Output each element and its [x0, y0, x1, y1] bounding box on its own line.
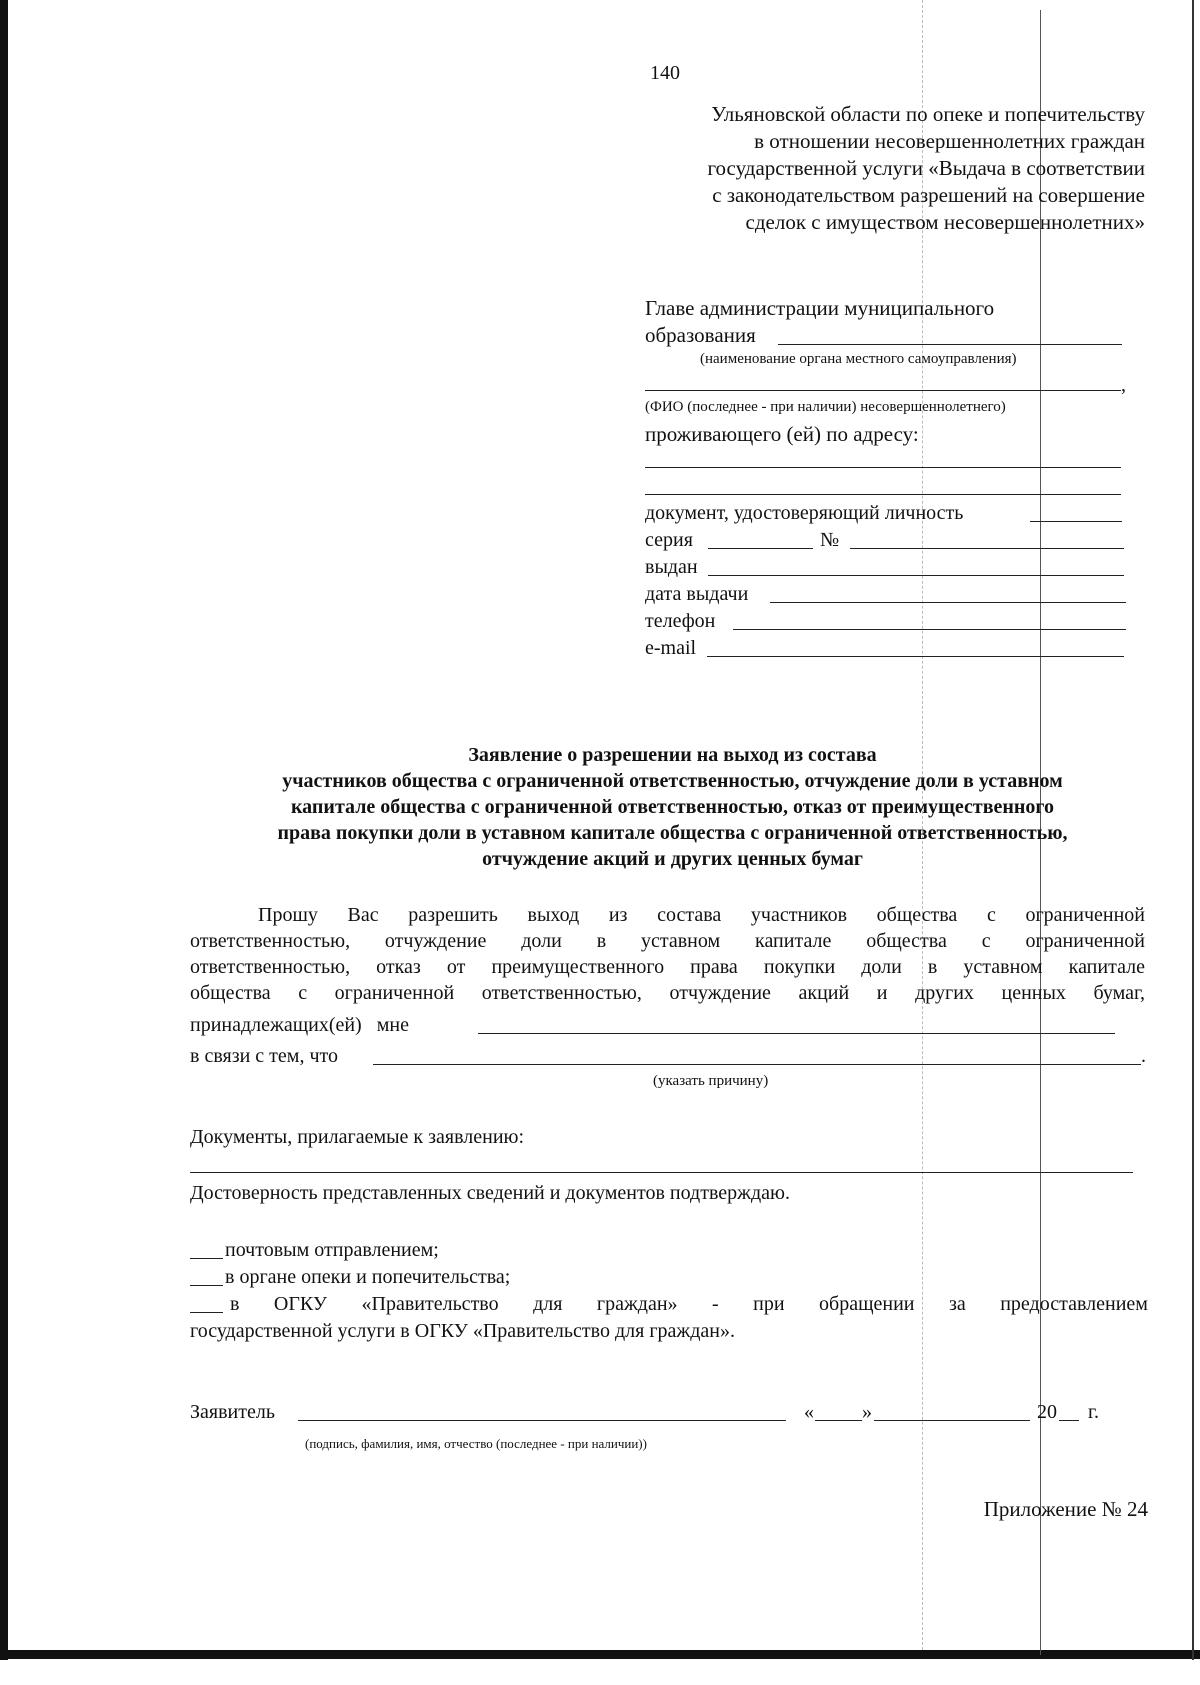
quote-close: » [862, 1401, 872, 1423]
phone-label: телефон [645, 610, 716, 632]
org-name-note: (наименование органа местного самоуправления) [700, 351, 1017, 367]
title-line: права покупки доли в уставном капитале общества с ограниченной ответственностью, [277, 822, 1068, 844]
issue-date-field[interactable] [770, 602, 1126, 603]
body-line: Прошу Вас разрешить выход из состава участников общества с ограниченной [258, 904, 1145, 926]
header-line: Ульяновской области по опеке и попечительству [711, 102, 1145, 126]
year-suffix: г. [1088, 1401, 1099, 1423]
option-ogku-word: в [230, 1293, 240, 1315]
email-field[interactable] [707, 656, 1124, 657]
body-line: ответственностью, отчуждение доли в уставном капитале общества с ограниченной [190, 930, 1145, 952]
request-paragraph [190, 902, 1145, 1006]
quote-open: « [804, 1401, 814, 1423]
confirm-text: Достоверность представленных сведений и документов подтверждаю. [190, 1182, 790, 1204]
org-name-field[interactable] [778, 344, 1122, 345]
number-label: № [820, 529, 840, 551]
option-ogku-checkbox[interactable] [190, 1312, 223, 1313]
option-ogku-word: для [533, 1293, 563, 1315]
header-line: государственной услуги «Выдача в соответствии [707, 156, 1145, 180]
docs-attached-field[interactable] [190, 1172, 1133, 1173]
series-field[interactable] [708, 548, 813, 549]
option-ogku-word: обращении [819, 1293, 915, 1315]
option-ogku-word: граждан» [596, 1293, 678, 1315]
number-field[interactable] [850, 548, 1124, 549]
body-line: общества с ограниченной ответственностью, отчуждение акций и других ценных бумаг, [190, 982, 1145, 1004]
option-ogku-word: - [712, 1293, 719, 1315]
applicant-label: Заявитель [190, 1401, 275, 1423]
reason-field[interactable] [373, 1064, 1141, 1065]
appendix-label: Приложение № 24 [983, 1497, 1148, 1521]
title-line: отчуждение акций и других ценных бумаг [482, 848, 863, 870]
address-field-1[interactable] [645, 467, 1121, 468]
issue-date-label: дата выдачи [645, 583, 749, 605]
signature-note: (подпись, фамилия, имя, отчество (последнее - при наличии)) [305, 1436, 647, 1451]
header-line: сделок с имуществом несовершеннолетних» [745, 210, 1145, 234]
header-line: с законодательством разрешений на совершение [712, 183, 1145, 207]
fio-comma: , [1121, 374, 1126, 396]
reason-label: в связи с тем, что [190, 1045, 338, 1067]
day-field[interactable] [815, 1420, 862, 1421]
fio-field[interactable] [645, 390, 1121, 391]
option-guardianship-label: в органе опеки и попечительства; [225, 1266, 511, 1288]
option-ogku-label [230, 1291, 1148, 1317]
applicant-signature-field[interactable] [298, 1420, 786, 1421]
scan-border-left [0, 0, 8, 1660]
option-ogku-word: ОГКУ [273, 1293, 328, 1315]
option-mail-label: почтовым отправлением; [225, 1239, 439, 1261]
issued-label: выдан [645, 556, 698, 578]
id-doc-label: документ, удостоверяющий личность [645, 502, 964, 524]
belonging-field[interactable] [478, 1033, 1115, 1034]
year-prefix: 20 [1037, 1401, 1057, 1423]
reason-note: (указать причину) [653, 1073, 769, 1089]
title-line: капитале общества с ограниченной ответственностью, отказ от преимущественного [290, 796, 1055, 818]
addressee-line2: образования [645, 323, 756, 347]
email-label: e-mail [645, 637, 697, 659]
docs-attached-label: Документы, прилагаемые к заявлению: [190, 1126, 525, 1148]
phone-field[interactable] [733, 629, 1126, 630]
option-ogku-word: при [753, 1293, 785, 1315]
address-field-2[interactable] [645, 494, 1121, 495]
header-block [600, 101, 1145, 236]
scan-border-bottom [0, 1650, 1200, 1659]
id-doc-field[interactable] [1030, 521, 1122, 522]
title-line: Заявление о разрешении на выход из состава [468, 744, 877, 766]
body-line: ответственностью, отказ от преимущественного права покупки доли в уставном капитале [190, 956, 1145, 978]
option-ogku-word: за [948, 1293, 966, 1315]
option-ogku-line2: государственной услуги в ОГКУ «Правительство для граждан». [190, 1320, 735, 1342]
option-ogku-word: предоставлением [1000, 1293, 1148, 1315]
series-label: серия [645, 529, 693, 551]
scan-border-right [1192, 0, 1194, 1660]
title-line: участников общества с ограниченной ответственностью, отчуждение доли в уставном [282, 770, 1063, 792]
option-mail-checkbox[interactable] [190, 1258, 223, 1259]
application-title [190, 742, 1155, 872]
header-line: в отношении несовершеннолетних граждан [754, 129, 1145, 153]
option-guardianship-checkbox[interactable] [190, 1285, 223, 1286]
option-ogku-word: «Правительство [361, 1293, 499, 1315]
addressee-line1: Главе администрации муниципального [645, 296, 995, 320]
residing-label: проживающего (ей) по адресу: [645, 422, 919, 446]
fio-note: (ФИО (последнее - при наличии) несовершеннолетнего) [645, 399, 1006, 415]
issued-field[interactable] [708, 575, 1124, 576]
belonging-label: принадлежащих(ей) мне [190, 1014, 409, 1036]
year-field[interactable] [1059, 1420, 1079, 1421]
page-number: 140 [650, 62, 680, 84]
reason-end: . [1141, 1045, 1146, 1067]
month-field[interactable] [874, 1420, 1030, 1421]
